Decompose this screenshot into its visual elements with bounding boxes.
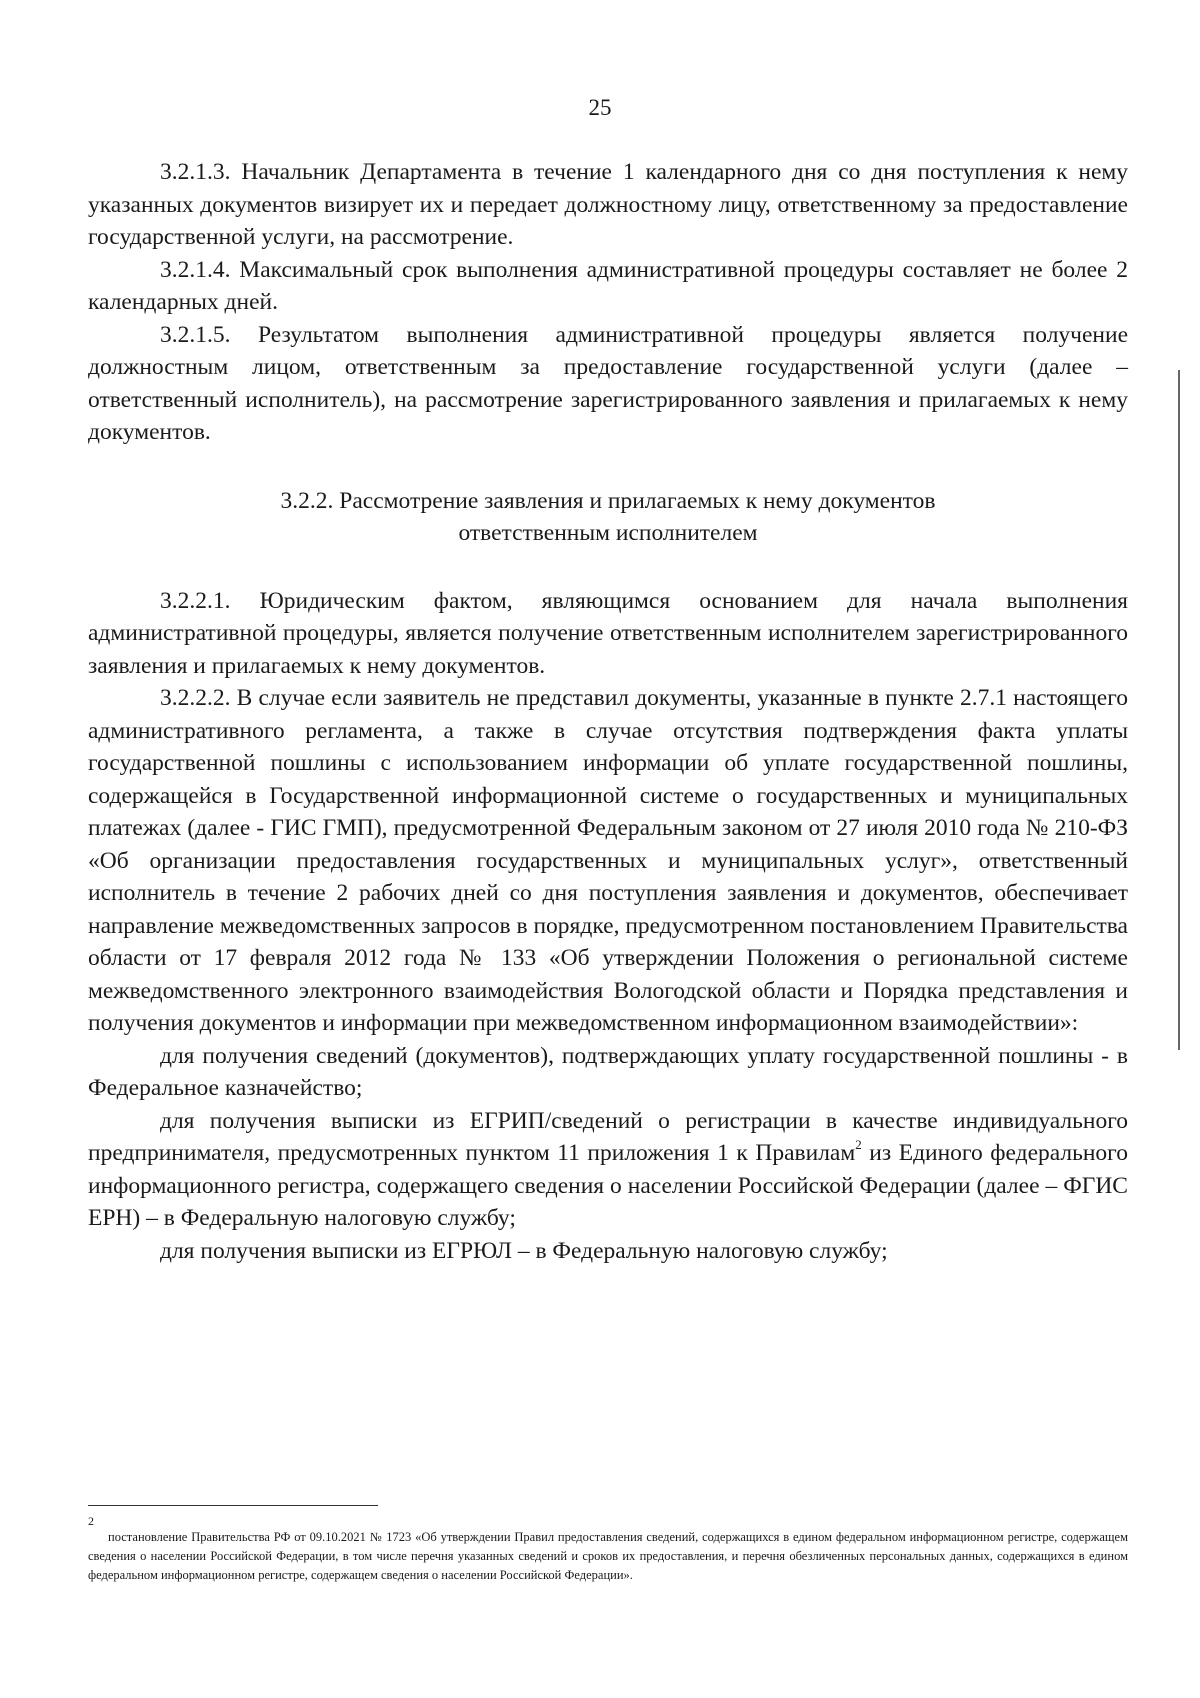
- page-number: 25: [588, 95, 612, 120]
- footnote: [88, 1514, 1128, 1585]
- paragraph-3-2-2-2: 3.2.2.2. В случае если заявитель не представил документы, указанные в пункте 2.7.1 настоящего административного регламента, а также в случае отсутствия подтверждения факта уплаты государственной пошлины с использованием информации об уплате государственной пошлины, содержащейся в Государственной информационной системе о государственных и муниципальных платежах (далее - ГИС ГМП), предусмотренной Федеральным законом от 27 июля 2010 года № 210-ФЗ «Об организации предоставления государственных и муниципальных услуг», ответственный исполнитель в течение 2 рабочих дней со дня поступления заявления и документов, обеспечивает направление межведомственных запросов в порядке, предусмотренном постановлением Правительства области от 17 февраля 2012 года № 133 «Об утверждении Положения о региональной системе межведомственного электронного взаимодействия Вологодской области и Порядка представления и получения документов и информации при межведомственном информационном взаимодействии»:: [88, 685, 1128, 1036]
- list-item-treasury: для получения сведений (документов), подтверждающих уплату государственной пошлины - в Федеральное казначейство;: [88, 1042, 1128, 1101]
- paragraph-3-2-2-1: 3.2.2.1. Юридическим фактом, являющимся основанием для начала выполнения административной процедуры, является получение ответственным исполнителем зарегистрированного заявления и прилагаемых к нему документов.: [88, 587, 1128, 679]
- body-text: [88, 156, 1128, 1267]
- list-item-egrip-text: для получения выписки из ЕГРИП/сведений о регистрации в качестве индивидуального предпринимателя, предусмотренных пунктом 11 приложения 1 к Правилам: [88, 1107, 1128, 1166]
- footnote-divider: [88, 1505, 378, 1506]
- paragraph-3-2-1-3: 3.2.1.3. Начальник Департамента в течение 1 календарного дня со дня поступления к нему указанных документов визирует их и передает должностному лицу, ответственному за предоставление государственной услуги, на рассмотрение.: [88, 159, 1128, 250]
- list-item-egrip-text-continued: из Единого федерального информационного регистра, содержащего сведения о населении Российской Федерации (далее – ФГИС ЕРН) – в Федеральную налоговую службу;: [88, 1140, 1128, 1231]
- list-item-egrul: для получения выписки из ЕГРЮЛ – в Федеральную налоговую службу;: [160, 1237, 888, 1264]
- footnote-text: постановление Правительства РФ от 09.10.2021 № 1723 «Об утверждении Правил предоставления сведений, содержащихся в едином федеральном информационном регистре, содержащем сведения о населении Российской Федерации, в том числе перечня указанных сведений и сроков их предоставления, и перечня обезличенных персональных данных, содержащихся в едином федеральном информационном регистре, содержащем сведения о населении Российской Федерации».: [88, 1530, 1128, 1582]
- footnote-reference[interactable]: 2: [855, 1137, 862, 1153]
- list-item-egrip: [88, 1105, 1128, 1235]
- scan-margin-line: [1178, 370, 1180, 1050]
- section-heading-line-2: ответственным исполнителем: [458, 519, 758, 546]
- section-heading-line-1: 3.2.2. Рассмотрение заявления и прилагаемых к нему документов: [280, 487, 936, 514]
- section-heading-3-2-2: [88, 485, 1128, 549]
- paragraph-3-2-1-4: 3.2.1.4. Максимальный срок выполнения административной процедуры составляет не более 2 календарных дней.: [88, 256, 1128, 315]
- footnote-marker: 2: [88, 1514, 94, 1528]
- paragraph-3-2-1-5: 3.2.1.5. Результатом выполнения административной процедуры является получение должностным лицом, ответственным за предоставление государственной услуги (далее – ответственный исполнитель), на рассмотрение зарегистрированного заявления и прилагаемых к нему документов.: [88, 321, 1128, 445]
